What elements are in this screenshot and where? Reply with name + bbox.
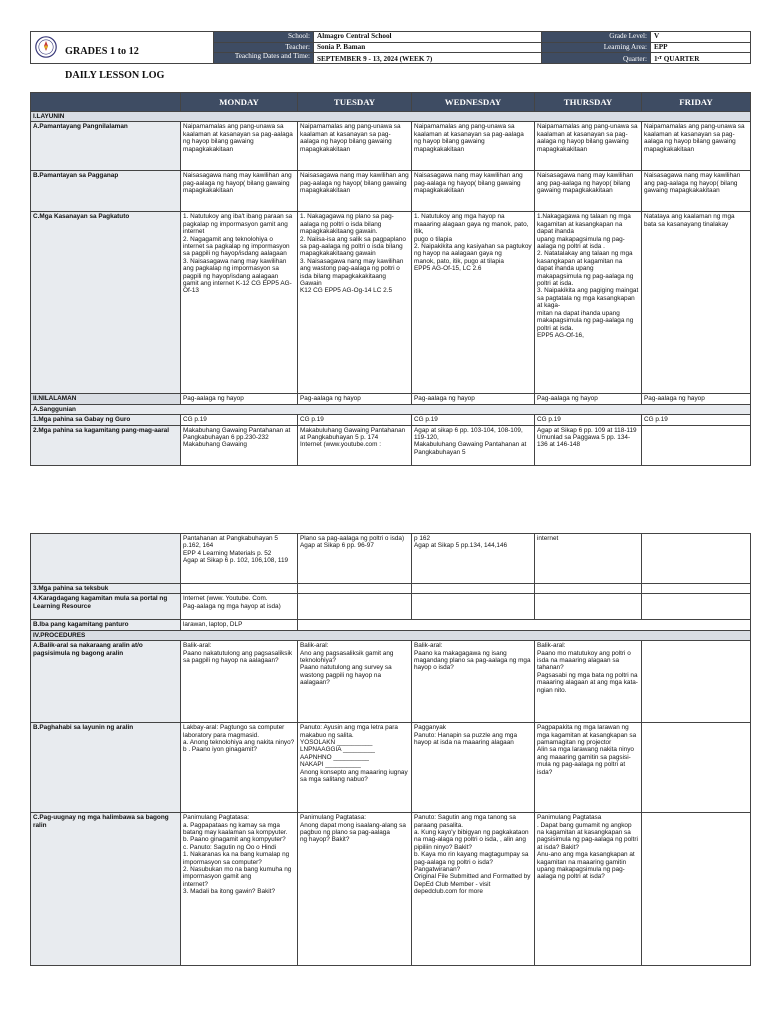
cell-cont-monday: Pantahanan at Pangkabuhayan 5 p.162, 164 EPP 4 Learning Materials p. 52 Agap at Sikap 6 p. 102, 106,108, 119 <box>181 534 298 584</box>
teacher-label: Teacher: <box>214 42 314 53</box>
cell-kag-thursday: Agap at Sikap 6 pp. 109 at 118-119 Umunlad sa Paggawa 5 pp. 134-136 at 146-148 <box>535 425 642 465</box>
cell-cont-friday <box>642 534 751 584</box>
cell-kag-wednesday: Agap at sikap 6 pp. 103-104, 108-109, 119-120, Makabuluhang Gawaing Pantahanan at Pangkabuhayan 5 <box>412 425 535 465</box>
cell-teksbuk-tuesday <box>298 584 412 594</box>
cell-portal-monday: Internet (www. Youtube. Com. Pag-aalaga ng mga hayop at isda) <box>181 594 298 620</box>
cell-mk-friday: Natataya ang kaalaman ng mga bata sa kasanayang tinalakay <box>642 212 751 394</box>
grade-label: Grade Level: <box>542 32 651 43</box>
cell-portal-wednesday <box>412 594 535 620</box>
cell-pp-wednesday: Naipamamalas ang pang-unawa sa kaalaman at kasanayan sa pag-aalaga ng hayop bilang gawaing mapagkakakitaan <box>412 122 535 171</box>
quarter-value: 1ˢᵀ QUARTER <box>651 53 751 64</box>
day-thursday: THURSDAY <box>535 93 642 112</box>
cell-pag-monday: Panimulang Pagtatasa: a. Pagpapataas ng kamay sa mga batang may kaalaman sa kompyuter. b. Paano ginagamit ang kompyuter? c. Panuto: Sagutin ng Oo o Hindi 1. Nakaranas ka na bang kumalap ng impormasyon sa computer? 2. Nasubukan mo na bang kumuha ng impormasyon gamit ang internet? 3. Madali ba itong gawin? Bakit? <box>181 813 298 966</box>
teacher-value: Sonia P. Baman <box>314 42 542 53</box>
cell-mk-thursday: 1.Nakagagawa ng talaan ng mga kagamitan at kasangkapan na dapat ihanda upang makapagsimula ng pag-aalaga ng poltri at isda . 2. Natatalakay ang talaan ng mga kasangkapan at kagamitan na dapat ihanda upang makapagsimula ng pag-aalaga ng poltri at isda. 3. Naipakikita ang pagiging maingat sa pagtatala ng mga kasangkapan at kaga- mitan na dapat ihanda upang makapagsimula ng pag-aalaga ng poltri at isda. EPP5 AG-Of-16, <box>535 212 642 394</box>
cell-portal-tuesday <box>298 594 412 620</box>
cell-balik-wednesday: Balik-aral: Paano ka makagagawa ng isang magandang plano sa pag-aalaga ng mga hayop o isda? <box>412 641 535 723</box>
cell-paghahabi-thursday: Pagpapakita ng mga larawan ng mga kagamitan at kasangkapan sa pamamagitan ng projector Alin sa mga larawang nakita ninyo ang maaaring gamitin sa pagsisi- mula ng pag-aalaga ng poltri at isda? <box>535 723 642 813</box>
cell-pp-friday: Naipamamalas ang pang-unawa sa kaalaman at kasanayan sa pag-aalaga ng hayop bilang gawaing mapagkakakitaan <box>642 122 751 171</box>
dates-value: SEPTEMBER 9 - 13, 2024 (WEEK 7) <box>314 53 542 64</box>
row-label-pamantayan-sa-pagganap: B.Pamantayan sa Pagganap <box>31 171 181 212</box>
cell-mk-tuesday: 1. Nakagagawa ng plano sa pag-aalaga ng poltri o isda bilang mapagkakakitaang gawain. 2. Naiisa-isa ang salik sa pagpaplano sa pag-aalaga ng poltri o isda bilang mapagkakakitaang gawain 3. Naisasagawa nang may kawilihan ang wastong pag-aalaga ng poltri o isda bilang mapagkakakitaang Gawain K12 CG EPP5 AG-Og-14 LC 2.5 <box>298 212 412 394</box>
row-label-pamantayang-pangnilalaman: A.Pamantayang Pangnilalaman <box>31 122 181 171</box>
day-tuesday: TUESDAY <box>298 93 412 112</box>
row-label-kagamitang-pang-mag-aaral: 2.Mga pahina sa kagamitang pang-mag-aaral <box>31 425 181 465</box>
row-label-gabay-ng-guro: 1.Mga pahina sa Gabay ng Guro <box>31 415 181 425</box>
cell-balik-thursday: Balik-aral: Paano mo matutukoy ang poltri o isda na maaaring alagaan sa tahanan? Pagsasabi ng mga bata ng poltri na maaaring alagaan at ang mga kata- ngian nito. <box>535 641 642 723</box>
cell-iba-monday: larawan, laptop, DLP <box>181 620 298 630</box>
cell-gabay-thursday: CG p.19 <box>535 415 642 425</box>
deped-seal-icon <box>35 36 57 58</box>
cell-cont-tuesday: Plano sa pag-aalaga ng poltri o isda) Agap at Sikap 6 pp. 96-97 <box>298 534 412 584</box>
cell-portal-friday <box>642 594 751 620</box>
cell-nilalaman-wednesday: Pag-aalaga ng hayop <box>412 394 535 404</box>
header-block <box>30 31 750 81</box>
area-value: EPP <box>651 42 751 53</box>
cell-teksbuk-friday <box>642 584 751 594</box>
cell-cont-wednesday: p 162 Agap at Sikap 5 pp.134, 144,146 <box>412 534 535 584</box>
cell-kag-friday <box>642 425 751 465</box>
cell-pg-thursday: Naisasagawa nang may kawilihan ang pag-aalaga ng hayop( bilang gawaing mapagkakakitaan <box>535 171 642 212</box>
row-label-mga-kasanayan: C.Mga Kasanayan sa Pagkatuto <box>31 212 181 394</box>
row-label-balik-aral: A.Balik-aral sa nakaraang aralin at/o pagsisimula ng bagong aralin <box>31 641 181 723</box>
day-wednesday: WEDNESDAY <box>412 93 535 112</box>
cell-nilalaman-monday: Pag-aalaga ng hayop <box>181 394 298 404</box>
cell-kag-tuesday: Makabuluhang Gawaing Pantahanan at Pangkabuhayan 5 p. 174 Internet (www.youtube.com : <box>298 425 412 465</box>
row-label-paghahabi: B.Paghahabi sa layunin ng aralin <box>31 723 181 813</box>
title-line-1: GRADES 1 to 12 <box>65 46 139 57</box>
row-label-continued <box>31 534 181 584</box>
quarter-label: Quarter: <box>542 53 651 64</box>
school-value: Almagro Central School <box>314 32 542 43</box>
day-friday: FRIDAY <box>642 93 751 112</box>
row-label-iba-pang-kagamitan: B.Iba pang kagamitang panturo <box>31 620 181 630</box>
cell-pg-wednesday: Naisasagawa nang may kawilihan ang pag-aalaga ng hayop( bilang gawaing mapagkakakitaan <box>412 171 535 212</box>
row-label-nilalaman: II.NILALAMAN <box>31 394 181 404</box>
cell-kag-monday: Makabuhang Gawaing Pantahanan at Pangkabuhayan 6 pp.230-232 Makabuhang Gawaing <box>181 425 298 465</box>
cell-nilalaman-tuesday: Pag-aalaga ng hayop <box>298 394 412 404</box>
cell-paghahabi-wednesday: Pagganyak Panuto: Hanapin sa puzzle ang mga hayop at isda na maaaring alagaan <box>412 723 535 813</box>
cell-cont-thursday: internet <box>535 534 642 584</box>
row-label-teksbuk: 3.Mga pahina sa teksbuk <box>31 584 181 594</box>
cell-pag-wednesday: Panuto: Sagutin ang mga tanong sa paraang pasalita. a. Kung kayo'y bibigyan ng pagkakataon na mag-alaga ng poltri o isda, , alin ang pipiliin ninyo? Bakit? b. Kaya mo rin kayang magtagumpay sa pag-aalaga ng poltri o isda? Pangatwiranan? Original File Submitted and Formatted by DepEd Club Member - visit depedclub.com for more <box>412 813 535 966</box>
cell-pp-monday: Naipamamalas ang pang-unawa sa kaalaman at kasanayan sa pag-aalaga ng hayop bilang gawaing mapagkakakitaan <box>181 122 298 171</box>
cell-pg-monday: Naisasagawa nang may kawilihan ang pag-aalaga ng hayop( bilang gawaing mapagkakakitaan <box>181 171 298 212</box>
cell-iba-rest <box>298 620 751 630</box>
day-monday: MONDAY <box>181 93 298 112</box>
document-title <box>65 34 164 94</box>
cell-pag-friday <box>642 813 751 966</box>
cell-pg-friday: Naisasagawa nang may kawilihan ang pag-aalaga ng hayop( bilang gawaing mapagkakakitaan <box>642 171 751 212</box>
cell-teksbuk-wednesday <box>412 584 535 594</box>
row-label-portal: 4.Karagdagang kagamitan mula sa portal ng Learning Resource <box>31 594 181 620</box>
section-procedures: IV.PROCEDURES <box>31 630 751 640</box>
cell-balik-friday <box>642 641 751 723</box>
lesson-table-page-2 <box>30 533 750 966</box>
dates-label: Teaching Dates and Time: <box>214 53 314 64</box>
cell-pp-tuesday: Naipamamalas ang pang-unawa sa kaalaman at kasanayan sa pag-aalaga ng hayop bilang gawaing mapagkakakitaan <box>298 122 412 171</box>
cell-nilalaman-thursday: Pag-aalaga ng hayop <box>535 394 642 404</box>
row-label-pag-uugnay: C.Pag-uugnay ng mga halimbawa sa bagong ralin <box>31 813 181 966</box>
corner-cell <box>31 93 181 112</box>
cell-paghahabi-friday <box>642 723 751 813</box>
lesson-table-page-1 <box>30 92 750 466</box>
cell-balik-tuesday: Balik-aral: Ano ang pagsasaliksik gamit ang teknolohiya? Paano natutulong ang survey sa wastong pagpili ng hayop na aalagaan? <box>298 641 412 723</box>
cell-mk-monday: 1. Natutukoy ang iba't ibang paraan sa pagkalap ng impormasyon gamit ang internet 2. Nagagamit ang teknolohiya o internet sa pagkalap ng impormasyon sa pagpili ng hayop/isdang aalagaan 3. Naisasagawa nang may kawilihan ang pagkalap ng impormasyon sa pagpili ng hayop/isdang aalagaan gamit ang internet K-12 CG EPP5 AG-Of-13 <box>181 212 298 394</box>
title-line-2: DAILY LESSON LOG <box>65 70 165 81</box>
title-cell <box>31 32 214 81</box>
cell-pg-tuesday: Naisasagawa nang may kawilihan ang pag-aalaga ng hayop( bilang gawaing mapagkakakitaan <box>298 171 412 212</box>
cell-gabay-friday: CG p.19 <box>642 415 751 425</box>
cell-teksbuk-monday <box>181 584 298 594</box>
cell-pp-thursday: Naipamamalas ang pang-unawa sa kaalaman at kasanayan sa pag-aalaga ng hayop bilang gawaing mapagkakakitaan <box>535 122 642 171</box>
cell-paghahabi-tuesday: Panuto: Ayusin ang mga letra para makabuo ng salita. YOSOLAKN __________ LNPNAAGGIA _________ AAPNHNO __________ NAKAPI __________ Anong konsepto ang maaaring iugnay sa mga salitang nabuo? <box>298 723 412 813</box>
cell-gabay-wednesday: CG p.19 <box>412 415 535 425</box>
cell-pag-thursday: Panimulang Pagtatasa . Dapat bang gumamit ng angkop na kagamitan at kasangkapan sa pagsisimula ng pag-aalaga ng poltri at isda? Bakit? Anu-ano ang mga kasangkapan at kagamitan na maaaring gamitin upang makapagsimula ng pag-aalaga ng poltri at isda? <box>535 813 642 966</box>
section-sanggunian: A.Sanggunian <box>31 404 751 414</box>
cell-teksbuk-thursday <box>535 584 642 594</box>
cell-portal-thursday <box>535 594 642 620</box>
cell-pag-tuesday: Panimulang Pagtatasa: Anong dapat mong isaalang-alang sa pagbuo ng plano sa pag-aalaga ng hayop? Bakit? <box>298 813 412 966</box>
cell-mk-wednesday: 1. Natutukoy ang mga hayop na maaaring alagaan gaya ng manok, pato, itik, pugo o tilapia 2. Naipakikita ang kasiyahan sa pagtukoy ng hayop na aalagaan gaya ng manok, pato, itik, pugo at tilapia EPP5 AG-Of-15, LC 2.6 <box>412 212 535 394</box>
cell-paghahabi-monday: Lakbay-aral: Pagtungo sa computer laboratory para magmasid. a. Anong teknolohiya ang nakita ninyo? b . Paano iyon ginagamit? <box>181 723 298 813</box>
area-label: Learning Area: <box>542 42 651 53</box>
cell-gabay-tuesday: CG p.19 <box>298 415 412 425</box>
cell-nilalaman-friday: Pag-aalaga ng hayop <box>642 394 751 404</box>
cell-gabay-monday: CG p.19 <box>181 415 298 425</box>
school-label: School: <box>214 32 314 43</box>
cell-balik-monday: Balik-aral: Paano nakatutulong ang pagsasaliksik sa pagpili ng hayop na aalagaan? <box>181 641 298 723</box>
section-layunin: I.LAYUNIN <box>31 112 751 122</box>
grade-value: V <box>651 32 751 43</box>
